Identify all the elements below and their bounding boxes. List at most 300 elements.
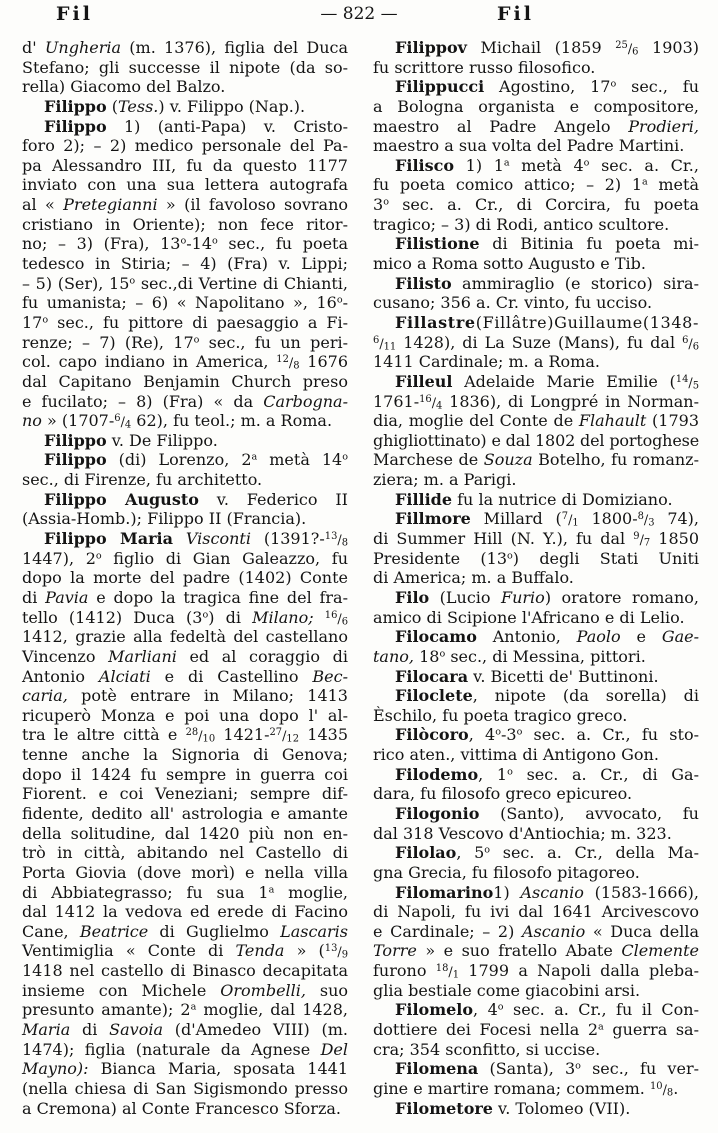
- date-fraction: [676, 372, 699, 391]
- text-run: figlio di Gian Galeazzo, fu: [101, 548, 349, 568]
- line-content: [22, 333, 348, 353]
- text-line: [22, 1040, 348, 1060]
- text-run: trò in città, abitando nel Castello di: [22, 843, 348, 863]
- entry-headword: Filistione: [395, 234, 480, 254]
- text-run: Vincenzo: [22, 646, 109, 666]
- text-run: e Cardinale; – 2): [373, 921, 522, 941]
- italic-text: Souza: [483, 450, 533, 470]
- text-line: [22, 1059, 348, 1079]
- line-content: [44, 450, 348, 470]
- italic-text: Beatrice: [79, 921, 149, 941]
- fraction-denominator: 7: [643, 537, 651, 549]
- text-run: Fiorent. e coi Veneziani; sempre dif-: [22, 784, 348, 804]
- text-run: sec.,di Vertine di Chianti,: [135, 273, 349, 293]
- text-run: di: [70, 1020, 110, 1040]
- text-line: [22, 97, 348, 117]
- line-content: [22, 195, 348, 215]
- line-content: [22, 1079, 348, 1099]
- text-line: [373, 1099, 699, 1119]
- fraction-denominator: 4: [436, 400, 443, 412]
- text-run: fidente, dedito all' astrologia e amante: [22, 803, 349, 823]
- text-run: maestro al Padre Angelo: [373, 116, 629, 136]
- text-run: glia bestiale come giacobini arsi.: [373, 980, 641, 1000]
- entry-headword: Filometore: [395, 1098, 493, 1118]
- fraction-numerator: 9: [633, 531, 640, 543]
- italic-text: Torre: [373, 941, 417, 961]
- text-line: [22, 195, 348, 215]
- fraction-slash: /: [337, 533, 342, 549]
- italic-text: Savoia: [109, 1020, 163, 1040]
- line-content: [22, 549, 348, 569]
- text-run: a Cremona) al Conte Francesco Sforza.: [22, 1098, 341, 1118]
- text-line: [22, 372, 348, 392]
- text-run: metà 14: [257, 450, 343, 470]
- text-run: presunto amante); 2: [22, 1000, 191, 1020]
- text-run: inviato con una sua lettera autografa: [22, 175, 348, 195]
- entry-headword: Filomelo: [395, 1000, 474, 1020]
- text-run: 1800-: [578, 509, 638, 529]
- entry-headword: Fillmore: [395, 509, 471, 529]
- line-content: [22, 745, 348, 765]
- text-line: [373, 725, 699, 745]
- date-fraction: [270, 725, 300, 744]
- text-run: gine e martire romana; commem.: [373, 1078, 650, 1098]
- text-run: ricuperò Monza e poi una dopo l' al-: [22, 705, 348, 725]
- text-run: fu poeta comico attico; – 2) 1: [373, 175, 642, 195]
- line-content: [373, 333, 699, 355]
- date-fraction: [562, 509, 579, 528]
- entry-headword: Filippov: [395, 38, 467, 57]
- italic-text: Lascaris: [280, 921, 348, 941]
- fraction-numerator: 8: [637, 511, 644, 523]
- text-line: [22, 254, 348, 274]
- text-run: 1474); figlia (naturale da Agnese: [22, 1039, 321, 1059]
- right-column: [373, 38, 699, 1118]
- text-line: [373, 922, 699, 942]
- fraction-numerator: 6: [114, 413, 121, 425]
- text-run: (nella chiesa di San Sigismondo presso: [22, 1078, 349, 1098]
- ordinal-superscript: o: [495, 727, 501, 739]
- text-run: (1391?-: [250, 529, 325, 549]
- fraction-slash: /: [431, 395, 437, 411]
- ordinal-superscript: o: [336, 295, 343, 307]
- line-content: [373, 608, 685, 628]
- ordinal-superscript: o: [439, 648, 446, 660]
- text-run: no; – 3) (Fra), 13: [22, 234, 181, 254]
- text-run: 1903): [638, 38, 700, 57]
- text-line: [22, 509, 348, 529]
- text-line: [22, 1079, 348, 1099]
- line-content: [22, 234, 348, 254]
- text-run: 1850: [650, 529, 699, 549]
- text-run: di Napoli, fu ivi dal 1641 Arcivescovo: [373, 902, 699, 922]
- text-line: [22, 725, 348, 745]
- text-line: [373, 136, 699, 156]
- text-line: [22, 274, 348, 294]
- entry-headword: Filòcoro: [395, 725, 469, 745]
- text-run: (Lucio: [429, 587, 501, 607]
- text-line: [22, 175, 348, 195]
- entry-headword: Filo: [395, 587, 430, 607]
- text-run: e dopo la tragica fine del fra-: [88, 587, 348, 607]
- line-content: [395, 627, 699, 647]
- text-line: [22, 608, 348, 628]
- text-run: metà: [647, 175, 699, 195]
- fraction-slash: /: [568, 513, 573, 529]
- text-run: dopo il 1424 fu sempre in guerra coi: [22, 764, 348, 784]
- ordinal-superscript: o: [484, 845, 491, 856]
- ordinal-superscript: o: [202, 609, 209, 621]
- text-line: [373, 450, 699, 470]
- text-line: [373, 784, 699, 804]
- text-line: [373, 352, 699, 372]
- line-content: [373, 136, 684, 156]
- text-run: di Summer Hill (N. Y.), fu dal: [373, 529, 634, 549]
- ordinal-superscript: o: [610, 79, 617, 91]
- text-line: [373, 333, 699, 353]
- text-run: ) oratore romano,: [544, 587, 699, 607]
- text-line: [22, 1099, 348, 1119]
- fraction-slash: /: [627, 42, 633, 57]
- text-run: amico di Scipione l'Africano e di Lelio.: [373, 607, 685, 627]
- text-line: [373, 686, 699, 706]
- entry-headword: Filippo: [44, 430, 107, 450]
- italic-text: Prodieri,: [628, 116, 699, 136]
- text-run: e fucilato; – 8) (Fra) « da: [22, 391, 264, 411]
- line-content: [395, 588, 699, 608]
- text-run: Botelho, fu romanz-: [532, 450, 699, 470]
- entry-headword: Filocara: [395, 666, 469, 686]
- fraction-denominator: 8: [666, 1087, 674, 1099]
- line-content: [373, 1040, 600, 1060]
- line-content: [395, 38, 699, 60]
- fraction-denominator: 3: [648, 517, 655, 529]
- text-line: [373, 529, 699, 549]
- fraction-slash: /: [643, 513, 649, 529]
- fraction-slash: /: [379, 336, 384, 352]
- italic-text: tano,: [373, 646, 414, 666]
- line-content: [22, 922, 348, 942]
- date-fraction: [419, 392, 442, 411]
- line-content: [22, 647, 348, 667]
- fraction-denominator: 11: [383, 341, 397, 353]
- italic-text: Del: [320, 1039, 349, 1059]
- entry-headword: Filomena: [395, 1059, 479, 1079]
- text-line: [373, 195, 699, 215]
- line-content: [373, 1079, 678, 1101]
- line-content: [373, 175, 699, 195]
- line-content: [373, 745, 659, 765]
- line-content: [22, 902, 348, 922]
- date-fraction: [186, 725, 216, 744]
- text-line: [22, 568, 348, 588]
- fraction-numerator: 13: [324, 943, 338, 955]
- date-fraction: [436, 961, 459, 980]
- text-run: insieme con Michele: [22, 980, 221, 1000]
- date-fraction: [650, 1079, 673, 1098]
- italic-text: Furio: [501, 587, 545, 607]
- line-content: [22, 392, 348, 412]
- line-content: [373, 117, 699, 137]
- text-run: Presidente (13: [373, 548, 508, 568]
- italic-text: Carbogna-: [263, 391, 348, 411]
- text-run: moglie,: [274, 882, 349, 902]
- line-content: [373, 981, 640, 1001]
- text-line: [373, 470, 699, 490]
- text-line: [373, 981, 699, 1001]
- ordinal-superscript: o: [507, 550, 513, 562]
- text-line: [373, 765, 699, 785]
- italic-text: Pretegianni: [63, 195, 158, 215]
- text-run: ) v. Filippo (Nap.).: [158, 96, 306, 116]
- text-run: cra; 354 sconfitto, si uccise.: [373, 1039, 601, 1059]
- italic-text: Orombelli,: [220, 980, 306, 1000]
- text-line: [373, 549, 699, 569]
- line-content: [22, 627, 348, 647]
- text-line: [373, 1079, 699, 1099]
- line-content: [395, 883, 699, 903]
- text-run: 1421-: [215, 725, 270, 745]
- italic-text: Gae-: [661, 627, 700, 647]
- line-content: [373, 431, 699, 451]
- text-run: Bianca Maria, sposata 1441: [88, 1059, 348, 1079]
- text-run: Agostino, 17: [484, 77, 611, 97]
- text-line: [22, 529, 348, 549]
- text-run: ziera; m. a Parigi.: [373, 470, 517, 490]
- text-run: fu la nutrice di Domiziano.: [452, 489, 673, 509]
- text-run: , 4: [473, 1000, 498, 1020]
- line-content: [373, 450, 699, 470]
- line-content: [395, 77, 699, 97]
- line-content: [373, 784, 632, 804]
- line-content: [22, 77, 225, 97]
- italic-text: Visconti: [185, 529, 251, 549]
- fraction-numerator: 27: [269, 727, 283, 739]
- fraction-denominator: 8: [341, 537, 349, 549]
- line-content: [373, 706, 627, 726]
- text-run: ) degli Stati Uniti: [512, 548, 699, 568]
- text-line: [22, 686, 348, 706]
- text-run: Ventimiglia « Conte di: [22, 941, 236, 961]
- fraction-denominator: 10: [202, 733, 216, 745]
- fraction-numerator: 25: [615, 40, 628, 52]
- text-line: [22, 1020, 348, 1040]
- line-content: [373, 961, 699, 983]
- text-run: Èschilo, fu poeta tragico greco.: [373, 705, 628, 725]
- line-content: [373, 411, 699, 431]
- text-line: [373, 745, 699, 765]
- text-run: » (1707-: [41, 411, 115, 431]
- text-run: 74),: [654, 509, 700, 529]
- ordinal-superscript: a: [598, 1021, 604, 1033]
- line-content: [395, 667, 659, 687]
- text-run: Cane,: [22, 921, 80, 941]
- text-line: [373, 156, 699, 176]
- italic-text: no: [22, 411, 42, 431]
- line-content: [395, 686, 699, 706]
- text-line: [22, 745, 348, 765]
- fraction-numerator: 16: [324, 609, 338, 621]
- text-run: ammiraglio (e storico) sira-: [451, 273, 699, 293]
- line-content: [22, 175, 348, 195]
- line-content: [22, 608, 348, 630]
- ordinal-superscript: o: [342, 452, 349, 464]
- text-line: [22, 293, 348, 313]
- text-run: v. De Filippo.: [106, 430, 218, 450]
- text-line: [373, 706, 699, 726]
- fraction-slash: /: [639, 533, 644, 549]
- text-run: (1793: [646, 411, 700, 431]
- fraction-numerator: 28: [185, 727, 199, 739]
- text-run: ) di: [208, 607, 253, 627]
- entry-headword: Filippo Maria: [44, 529, 173, 549]
- line-content: [44, 431, 218, 451]
- line-content: [373, 195, 699, 215]
- running-head-right: Fil: [497, 3, 534, 25]
- text-run: 1836), di Longpré in Norman-: [442, 391, 699, 411]
- ordinal-superscript: o: [193, 334, 200, 346]
- text-run: (Santo), avvocato, fu: [479, 803, 699, 823]
- text-run: sec., fu: [616, 77, 700, 97]
- text-line: [373, 234, 699, 254]
- text-line: [373, 117, 699, 137]
- text-line: [373, 647, 699, 667]
- fraction-numerator: 6: [682, 334, 689, 346]
- text-line: [22, 647, 348, 667]
- text-run: (Fillâtre)Guillaume(1348-: [475, 312, 700, 332]
- text-line: [22, 824, 348, 844]
- entry-headword: Filippo: [44, 96, 107, 116]
- text-run: 1) (anti-Papa) v. Cristo-: [106, 116, 349, 136]
- text-run: col. capo indiano in America,: [22, 352, 277, 372]
- text-run: 1): [493, 882, 521, 902]
- line-content: [22, 509, 306, 529]
- ordinal-superscript: a: [268, 884, 275, 896]
- text-run: cristiano in Oriente); non fece ritor-: [22, 214, 348, 234]
- text-run: [314, 608, 325, 627]
- entry-headword: Filisto: [395, 273, 452, 293]
- fraction-slash: /: [282, 729, 287, 745]
- line-content: [22, 667, 348, 687]
- text-line: [22, 234, 348, 254]
- line-content: [373, 902, 699, 922]
- text-run: , 5: [456, 843, 485, 863]
- line-content: [373, 529, 699, 551]
- text-line: [22, 450, 348, 470]
- line-content: [22, 824, 348, 844]
- text-run: « Duca della: [585, 921, 699, 941]
- text-line: [22, 470, 348, 490]
- line-content: [22, 352, 348, 374]
- line-content: [22, 981, 348, 1001]
- italic-text: Ungheria: [44, 38, 122, 57]
- italic-text: Clemente: [621, 941, 699, 961]
- fraction-denominator: 6: [692, 341, 699, 353]
- text-line: [373, 431, 699, 451]
- text-line: [22, 333, 348, 353]
- text-run: (1583-1666),: [583, 882, 700, 902]
- text-line: [22, 136, 348, 156]
- text-run: , nipote (da sorella) di: [472, 686, 700, 706]
- line-content: [22, 843, 348, 863]
- line-content: [395, 843, 699, 863]
- fraction-denominator: 9: [341, 949, 349, 961]
- text-run: di Abbiategrasso; fu sua 1: [22, 882, 269, 902]
- text-run: dal 318 Vescovo d'Antiochia; m. 323.: [373, 823, 672, 843]
- text-line: [22, 392, 348, 412]
- line-content: [22, 588, 348, 608]
- text-line: [22, 588, 348, 608]
- line-content: [22, 1099, 341, 1119]
- line-content: [22, 941, 348, 963]
- ordinal-superscript: o: [507, 766, 513, 778]
- fraction-denominator: 1: [572, 517, 579, 529]
- text-line: [22, 843, 348, 863]
- text-run: tra le altre città e: [22, 725, 186, 745]
- ordinal-superscript: a: [251, 452, 258, 464]
- text-line: [373, 843, 699, 863]
- line-content: [22, 1040, 348, 1060]
- fraction-numerator: 6: [373, 334, 380, 346]
- date-fraction: [373, 333, 396, 352]
- fraction-numerator: 12: [276, 354, 289, 366]
- line-content: [22, 883, 348, 903]
- text-line: [373, 961, 699, 981]
- text-line: [373, 902, 699, 922]
- fraction-slash: /: [120, 415, 125, 431]
- text-line: [373, 509, 699, 529]
- line-content: [395, 765, 699, 785]
- line-content: [22, 784, 348, 804]
- entry-headword: Fillide: [395, 489, 453, 509]
- text-run: -: [342, 293, 348, 313]
- line-content: [22, 725, 348, 747]
- text-run: Adelaide Marie Emilie (: [452, 371, 676, 391]
- entry-headword: Filogonio: [395, 803, 480, 823]
- text-run: (Assia-Homb.); Filippo II (Francia).: [22, 509, 307, 529]
- ordinal-superscript: o: [180, 236, 187, 248]
- text-run: -3: [500, 725, 517, 745]
- text-line: [373, 824, 699, 844]
- text-run: v. Bicetti de' Buttinoni.: [468, 666, 659, 686]
- line-content: [395, 313, 699, 333]
- text-line: [373, 58, 699, 78]
- text-line: [22, 431, 348, 451]
- entry-headword: Filippucci: [395, 77, 485, 97]
- text-run: tedesco in Stiria; – 4) (Fra) v. Lippi;: [22, 254, 349, 274]
- entry-headword: Filippo: [44, 116, 107, 136]
- entry-headword: Filoclete: [395, 686, 473, 706]
- ordinal-superscript: o: [42, 314, 49, 326]
- text-run: 1) 1: [454, 155, 504, 175]
- line-content: [22, 1059, 348, 1079]
- text-line: [22, 58, 348, 78]
- ordinal-superscript: o: [383, 196, 389, 208]
- entry-headword: Filisco: [395, 155, 455, 175]
- text-run: tello (1412) Duca (3: [22, 607, 203, 627]
- text-run: ed al coraggio di: [176, 646, 348, 666]
- text-run: » (: [284, 941, 325, 961]
- date-fraction: [638, 509, 655, 528]
- text-run: cusano; 356 a. Cr. vinto, fu ucciso.: [373, 293, 653, 313]
- line-content: [22, 706, 348, 726]
- text-run: sec. a. Cr., fu il Con-: [503, 1000, 700, 1020]
- line-content: [395, 274, 699, 294]
- line-content: [22, 1000, 348, 1020]
- line-content: [22, 254, 348, 274]
- line-content: [22, 568, 348, 588]
- text-run: (: [106, 96, 118, 116]
